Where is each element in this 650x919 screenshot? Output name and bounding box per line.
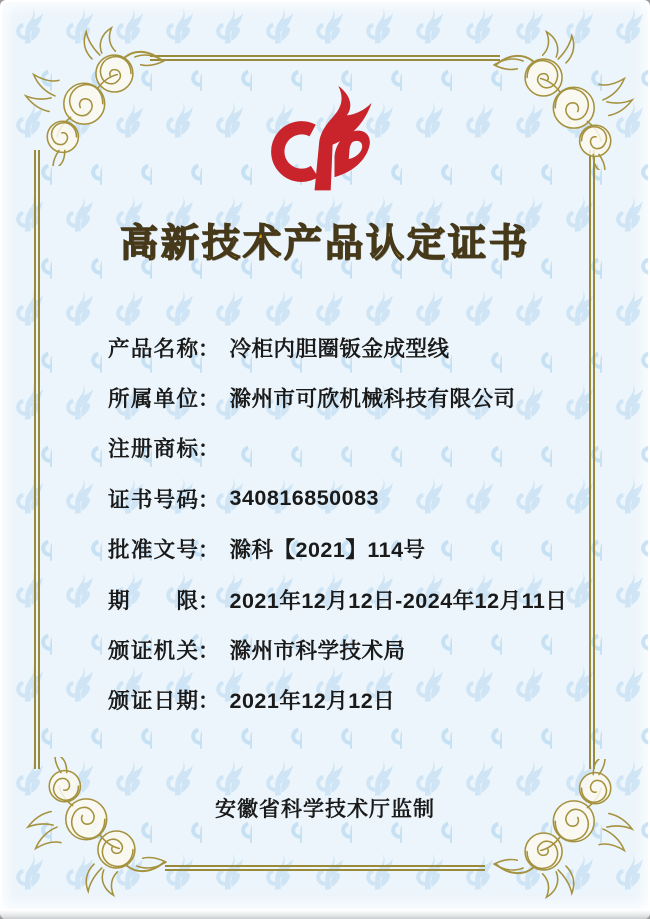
- field-row-issue-date: [108, 675, 610, 725]
- field-separator: ：: [198, 639, 220, 664]
- field-value: 滁科【2021】114号: [229, 538, 426, 563]
- fields-list: [108, 322, 610, 725]
- field-row-owner-unit: [108, 372, 610, 422]
- field-label: 注册商标: [108, 437, 198, 462]
- field-row-approval-number: [108, 524, 610, 574]
- field-label: 颁证机关: [108, 639, 198, 664]
- corner-ornament-icon: [20, 20, 166, 166]
- torch-flame-logo-icon: [257, 84, 393, 198]
- field-label: 证书号码: [108, 487, 198, 512]
- field-separator: ：: [198, 387, 220, 412]
- page-bottom-edge: [0, 910, 650, 919]
- corner-ornament-icon: [492, 759, 638, 905]
- field-label: 产品名称: [108, 336, 198, 361]
- field-row-certificate-number: [108, 473, 610, 523]
- corner-ornament-icon: [22, 757, 168, 903]
- border-line-bottom: [165, 865, 485, 871]
- field-row-issuing-authority: [108, 624, 610, 674]
- field-value: 340816850083: [229, 485, 380, 510]
- certificate-title: 高新技术产品认定证书: [119, 223, 530, 265]
- field-value: 2021年12月12日-2024年12月11日: [229, 588, 568, 613]
- field-value: 2021年12月12日: [229, 689, 396, 714]
- field-separator: ：: [198, 689, 220, 714]
- field-separator: ：: [198, 538, 220, 563]
- field-label: 期限: [108, 588, 198, 613]
- field-label: 所属单位: [108, 387, 198, 412]
- field-separator: ：: [198, 487, 220, 512]
- field-separator: ：: [198, 437, 220, 462]
- field-row-validity-period: [108, 574, 610, 624]
- field-separator: ：: [198, 588, 220, 613]
- field-value: 冷柜内胆圈钣金成型线: [229, 336, 450, 361]
- field-label: 颁证日期: [108, 689, 198, 714]
- field-value: 滁州市科学技术局: [229, 639, 406, 664]
- field-row-trademark: [108, 423, 610, 473]
- corner-ornament-icon: [492, 24, 638, 170]
- field-value: 滁州市可欣机械科技有限公司: [229, 387, 516, 412]
- field-row-product-name: [108, 322, 610, 372]
- border-line-top: [150, 55, 500, 61]
- field-label: 批准文号: [108, 538, 198, 563]
- field-separator: ：: [198, 336, 220, 361]
- supervising-authority-text: 安徽省科学技术厅监制: [215, 798, 435, 821]
